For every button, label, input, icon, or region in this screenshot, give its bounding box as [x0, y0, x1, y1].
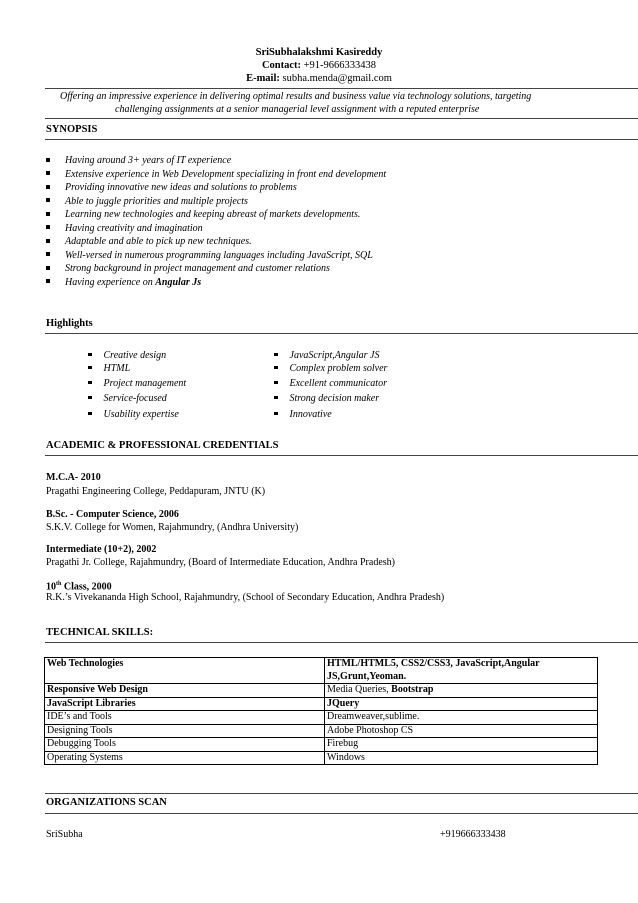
bullet-icon — [46, 252, 50, 256]
bullet-icon — [274, 366, 278, 370]
divider — [45, 793, 638, 794]
divider — [45, 139, 638, 140]
highlights-title: Highlights — [46, 318, 93, 329]
skill-value: JQuery — [325, 697, 598, 711]
contact-value: +91-9666333438 — [301, 60, 377, 71]
skill-value: Dreamweaver,sublime. — [325, 711, 598, 725]
list-item: Innovative — [274, 408, 332, 421]
skill-category: Designing Tools — [45, 724, 325, 738]
email-label: E-mail: — [246, 73, 280, 84]
table-row — [45, 724, 598, 738]
skill-value: Windows — [325, 751, 598, 765]
table-row — [45, 751, 598, 765]
degree-bsc: B.Sc. - Computer Science, 2006 — [46, 509, 179, 520]
bullet-icon — [46, 171, 50, 175]
contact-line — [0, 60, 638, 71]
list-item: Extensive experience in Web Development specializing in front end development — [46, 168, 386, 182]
degree-tenth: 10th Class, 2000 — [46, 581, 112, 593]
bullet-icon — [46, 266, 50, 270]
contact-label: Contact: — [261, 60, 302, 71]
list-item: Usability expertise — [88, 408, 179, 421]
table-row — [45, 658, 598, 684]
skill-category: JavaScript Libraries — [45, 697, 325, 711]
synopsis-title: SYNOPSIS — [46, 124, 98, 135]
bullet-icon — [88, 412, 92, 416]
table-row — [45, 684, 598, 698]
bullet-icon — [46, 158, 50, 162]
skill-value: Firebug — [325, 738, 598, 752]
bullet-icon — [46, 225, 50, 229]
list-item: Able to juggle priorities and multiple projects — [46, 195, 386, 209]
list-item: Strong background in project management and customer relations — [46, 262, 386, 276]
credentials-title: ACADEMIC & PROFESSIONAL CREDENTIALS — [46, 440, 279, 451]
technical-title: TECHNICAL SKILLS: — [46, 627, 154, 638]
bullet-icon — [46, 185, 50, 189]
objective-line-1: Offering an impressive experience in delivering optimal results and business value via technology solutions, targeting — [60, 91, 532, 102]
table-row — [45, 738, 598, 752]
divider — [45, 642, 638, 643]
divider — [45, 455, 638, 456]
bullet-icon — [46, 198, 50, 202]
list-item: Having experience on Angular Js — [46, 276, 386, 290]
bullet-icon — [274, 396, 278, 400]
bullet-icon — [46, 279, 50, 283]
skill-value: Media Queries, Bootstrap — [325, 684, 598, 698]
divider — [45, 118, 638, 119]
objective-line-2: challenging assignments at a senior managerial level assignment with a reputed enterprise — [115, 104, 480, 115]
email-value: subha.menda@gmail.com — [279, 73, 392, 84]
bullet-icon — [274, 353, 278, 357]
bullet-icon — [46, 239, 50, 243]
list-item: Service-focused — [88, 392, 167, 405]
list-item: Having around 3+ years of IT experience — [46, 154, 386, 168]
institution-intermediate: Pragathi Jr. College, Rajahmundry, (Board of Intermediate Education, Andhra Pradesh) — [46, 557, 395, 568]
list-item: Strong decision maker — [274, 392, 379, 405]
skill-value: Adobe Photoshop CS — [325, 724, 598, 738]
list-item: Excellent communicator — [274, 377, 387, 390]
skill-category: Debugging Tools — [45, 738, 325, 752]
divider — [45, 813, 638, 814]
organizations-title: ORGANIZATIONS SCAN — [46, 797, 167, 808]
bullet-icon — [274, 381, 278, 385]
footer-phone: +919666333438 — [440, 829, 506, 840]
skill-value: HTML/HTML5, CSS2/CSS3, JavaScript,Angular JS,Grunt,Yeoman. — [325, 658, 598, 684]
email-line — [0, 73, 638, 84]
list-item: Having creativity and imagination — [46, 222, 386, 236]
institution-mca: Pragathi Engineering College, Peddapuram, JNTU (K) — [46, 486, 266, 497]
skill-category: Web Technologies — [45, 658, 325, 684]
candidate-name: SriSubhalakshmi Kasireddy — [255, 47, 383, 58]
institution-bsc: S.K.V. College for Women, Rajahmundry, (Andhra University) — [46, 522, 299, 533]
degree-intermediate: Intermediate (10+2), 2002 — [46, 544, 157, 555]
divider — [45, 88, 638, 89]
bullet-icon — [88, 353, 92, 357]
synopsis-list — [46, 154, 386, 289]
list-item: Project management — [88, 377, 186, 390]
divider — [45, 333, 638, 334]
table-row — [45, 697, 598, 711]
bullet-icon — [274, 412, 278, 416]
skill-category: Responsive Web Design — [45, 684, 325, 698]
degree-mca: M.C.A- 2010 — [46, 472, 101, 483]
skill-category: IDE’s and Tools — [45, 711, 325, 725]
list-item: Complex problem solver — [274, 362, 387, 375]
bullet-icon — [46, 212, 50, 216]
skills-table — [44, 657, 598, 765]
list-item: Adaptable and able to pick up new techniques. — [46, 235, 386, 249]
bullet-icon — [88, 396, 92, 400]
list-item: Well-versed in numerous programming languages including JavaScript, SQL — [46, 249, 386, 263]
list-item: Learning new technologies and keeping abreast of markets developments. — [46, 208, 386, 222]
institution-tenth: R.K.’s Vivekananda High School, Rajahmundry, (School of Secondary Education, Andhra Pradesh) — [46, 592, 445, 603]
table-row — [45, 711, 598, 725]
list-item: Providing innovative new ideas and solutions to problems — [46, 181, 386, 195]
list-item: JavaScript,Angular JS — [274, 349, 379, 362]
skill-category: Operating Systems — [45, 751, 325, 765]
footer-name: SriSubha — [46, 829, 83, 840]
bullet-icon — [88, 366, 92, 370]
list-item: HTML — [88, 362, 130, 375]
list-item: Creative design — [88, 349, 166, 362]
bullet-icon — [88, 381, 92, 385]
